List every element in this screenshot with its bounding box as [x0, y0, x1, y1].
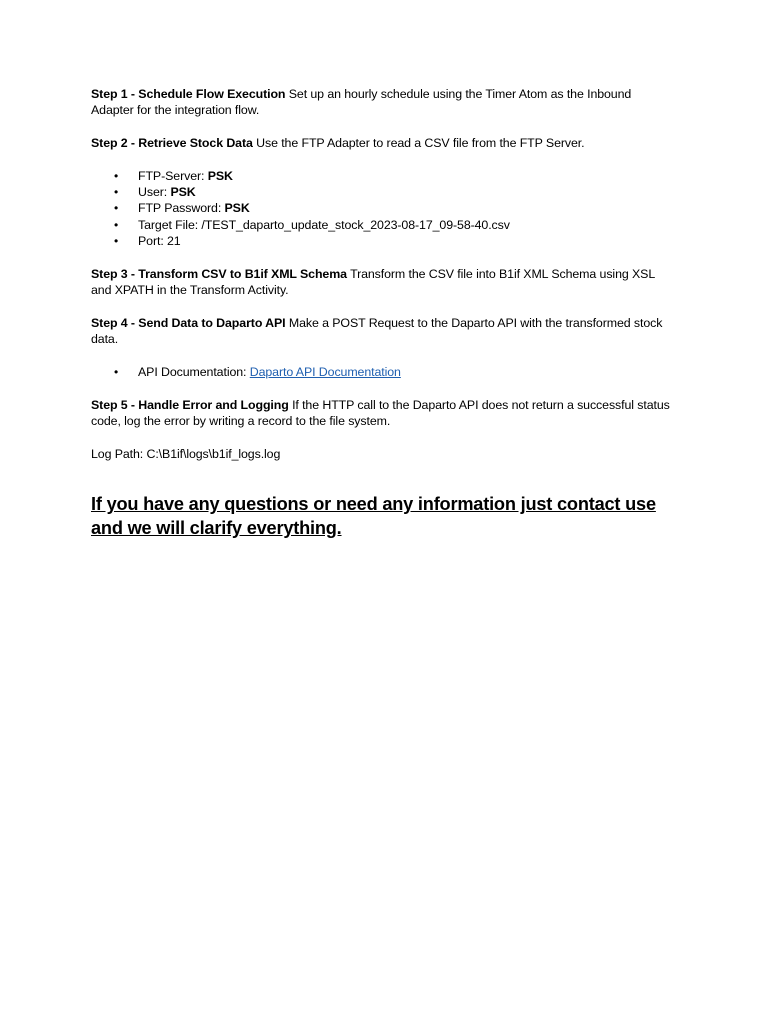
step-2-heading: Step 2 - Retrieve Stock Data: [91, 136, 253, 150]
api-documentation-link[interactable]: Daparto API Documentation: [249, 365, 401, 380]
api-doc-label: API Documentation:: [138, 365, 250, 380]
step-5-text: If the HTTP call to the Daparto API does not return a successful status code, log the error by writing a record to the file system.: [91, 398, 670, 429]
step-2: [91, 135, 672, 151]
step-3-heading: Step 3 - Transform CSV to B1if XML Schema: [91, 267, 347, 282]
bullet-icon: •: [114, 185, 119, 200]
list-item: • Port: 21: [114, 233, 181, 248]
bullet-icon: •: [114, 365, 119, 380]
api-doc-list: [91, 364, 672, 380]
step-3: [91, 266, 672, 298]
list-item: • FTP Password: PSK: [114, 201, 250, 216]
step-4-text: Make a POST Request to the Daparto API with the transformed stock data.: [91, 316, 663, 347]
log-path: Log Path: C:\B1if\logs\b1if_logs.log: [91, 447, 281, 462]
step-1: [91, 86, 672, 118]
step-1-heading: Step 1 - Schedule Flow Execution: [91, 87, 286, 101]
bullet-icon: •: [114, 233, 119, 248]
bullet-icon: •: [114, 217, 119, 232]
step-4-heading: Step 4 - Send Data to Daparto API: [91, 316, 286, 331]
ftp-details-list: [91, 168, 672, 249]
bullet-icon: •: [114, 169, 119, 183]
list-item: • Target File: /TEST_daparto_update_stock_2023-08-17_09-58-40.csv: [114, 217, 510, 232]
step-1-text: Set up an hourly schedule using the Timer Atom as the Inbound Adapter for the integration flow.: [91, 87, 632, 117]
list-item: • User: PSK: [114, 185, 196, 200]
step-2-text: Use the FTP Adapter to read a CSV file from the FTP Server.: [256, 136, 585, 150]
bullet-icon: •: [114, 201, 119, 216]
list-item: • FTP-Server: PSK: [114, 169, 233, 183]
step-5-heading: Step 5 - Handle Error and Logging: [91, 398, 289, 413]
contact-note: If you have any questions or need any information just contact use and we will clarify everything.: [91, 494, 656, 539]
step-4: [91, 315, 672, 347]
list-item: [91, 364, 672, 380]
step-5: [91, 397, 672, 429]
step-3-text: Transform the CSV file into B1if XML Schema using XSL and XPATH in the Transform Activity.: [91, 267, 655, 298]
